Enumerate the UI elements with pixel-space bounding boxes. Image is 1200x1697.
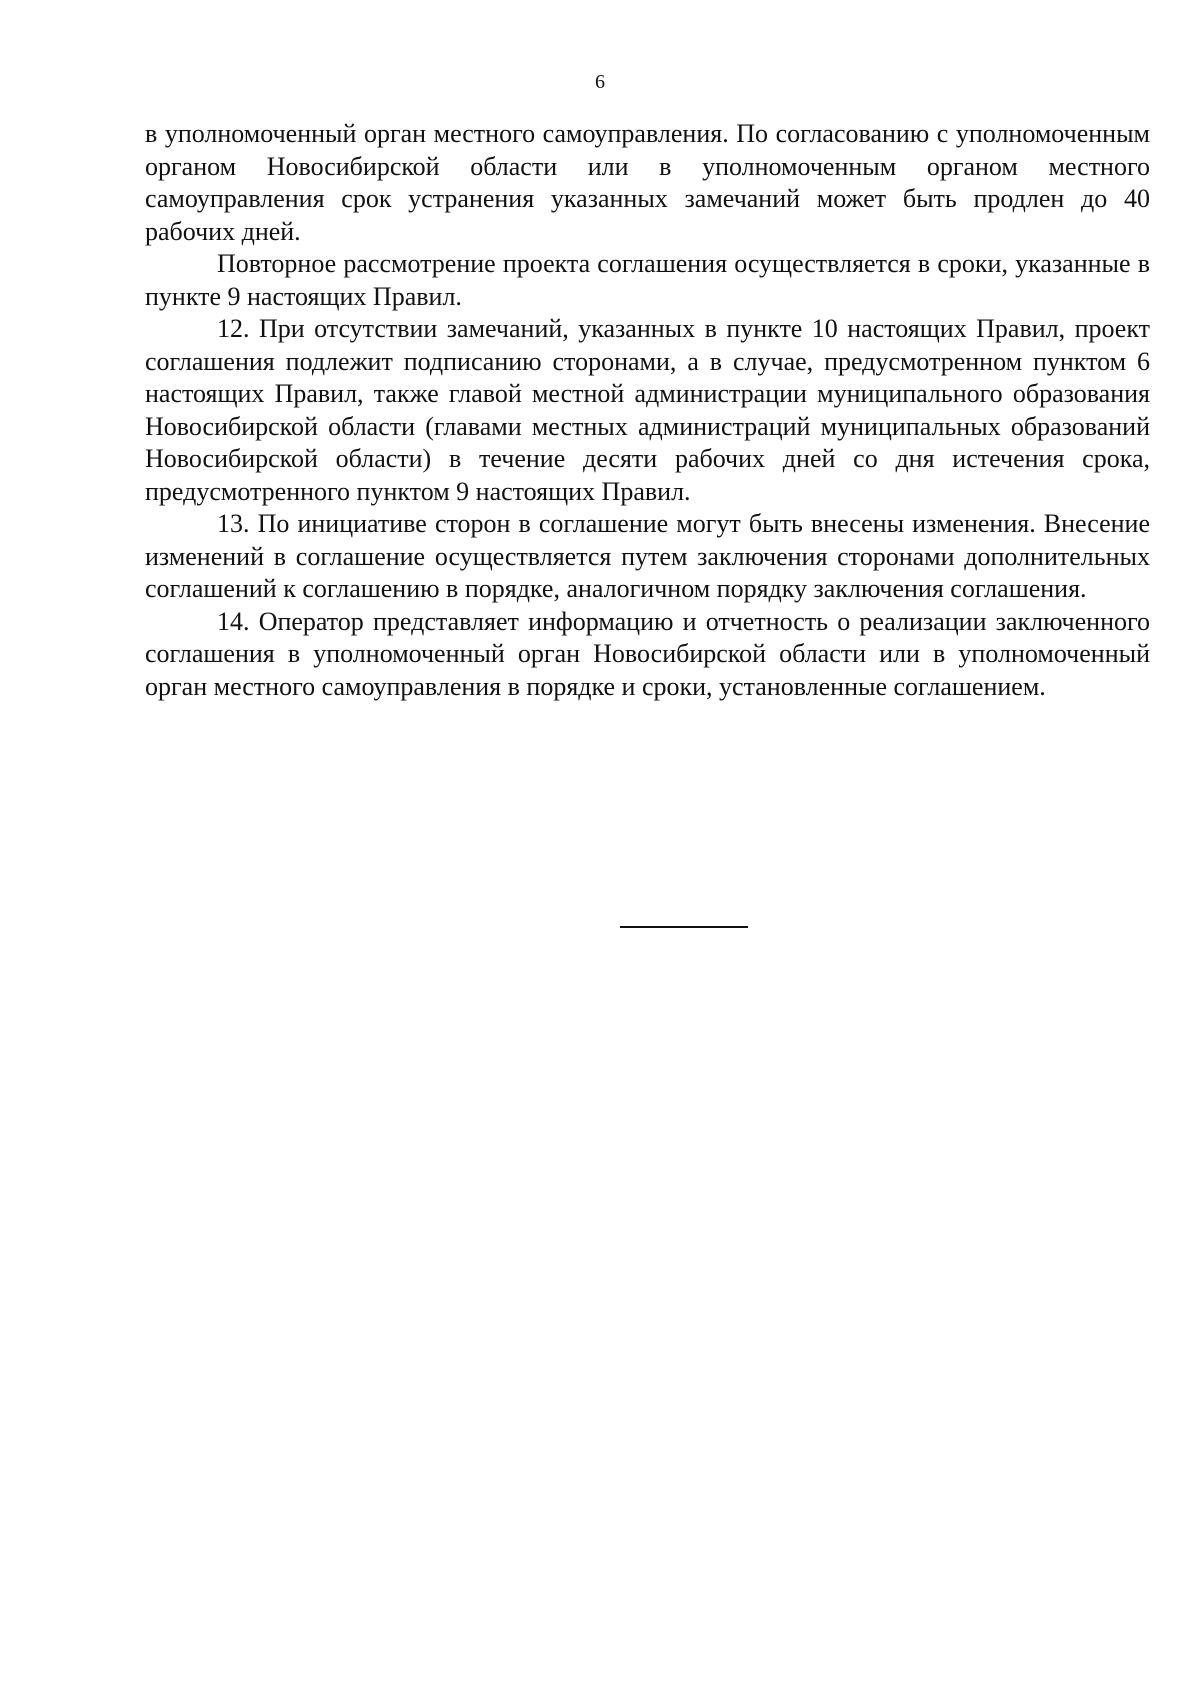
- paragraph-clause-12: 12. При отсутствии замечаний, указанных в пункте 10 настоящих Правил, проект соглашения подлежит подписанию сторонами, а в случае, предусмотренном пунктом 6 настоящих Правил, также главой местной администрации муниципального образования Новосибирской области (главами местных администраций муниципальных образований Новосибирской области) в течение десяти рабочих дней со дня истечения срока, предусмотренного пунктом 9 настоящих Правил.: [145, 314, 1150, 506]
- paragraph-clause-13: 13. По инициативе сторон в соглашение могут быть внесены изменения. Внесение изменений в соглашение осуществляется путем заключения сторонами дополнительных соглашений к соглашению в порядке, аналогичном порядку заключения соглашения.: [145, 509, 1150, 603]
- document-body: [145, 118, 1150, 703]
- paragraph-repeat-review: Повторное рассмотрение проекта соглашения осуществляется в сроки, указанные в пункте 9 настоящих Правил.: [145, 249, 1150, 311]
- page-number: 6: [595, 71, 605, 93]
- paragraph-clause-14: 14. Оператор представляет информацию и отчетность о реализации заключенного соглашения в уполномоченный орган Новосибирской области или в уполномоченный орган местного самоуправления в порядке и сроки, установленные соглашением.: [145, 606, 1150, 701]
- end-of-document-rule: [620, 926, 748, 928]
- paragraph-continuation: в уполномоченный орган местного самоуправления. По согласованию с уполномоченным органом Новосибирской области или в уполномоченным органом местного самоуправления срок устранения указанных замечаний может быть продлен до 40 рабочих дней.: [145, 119, 1150, 246]
